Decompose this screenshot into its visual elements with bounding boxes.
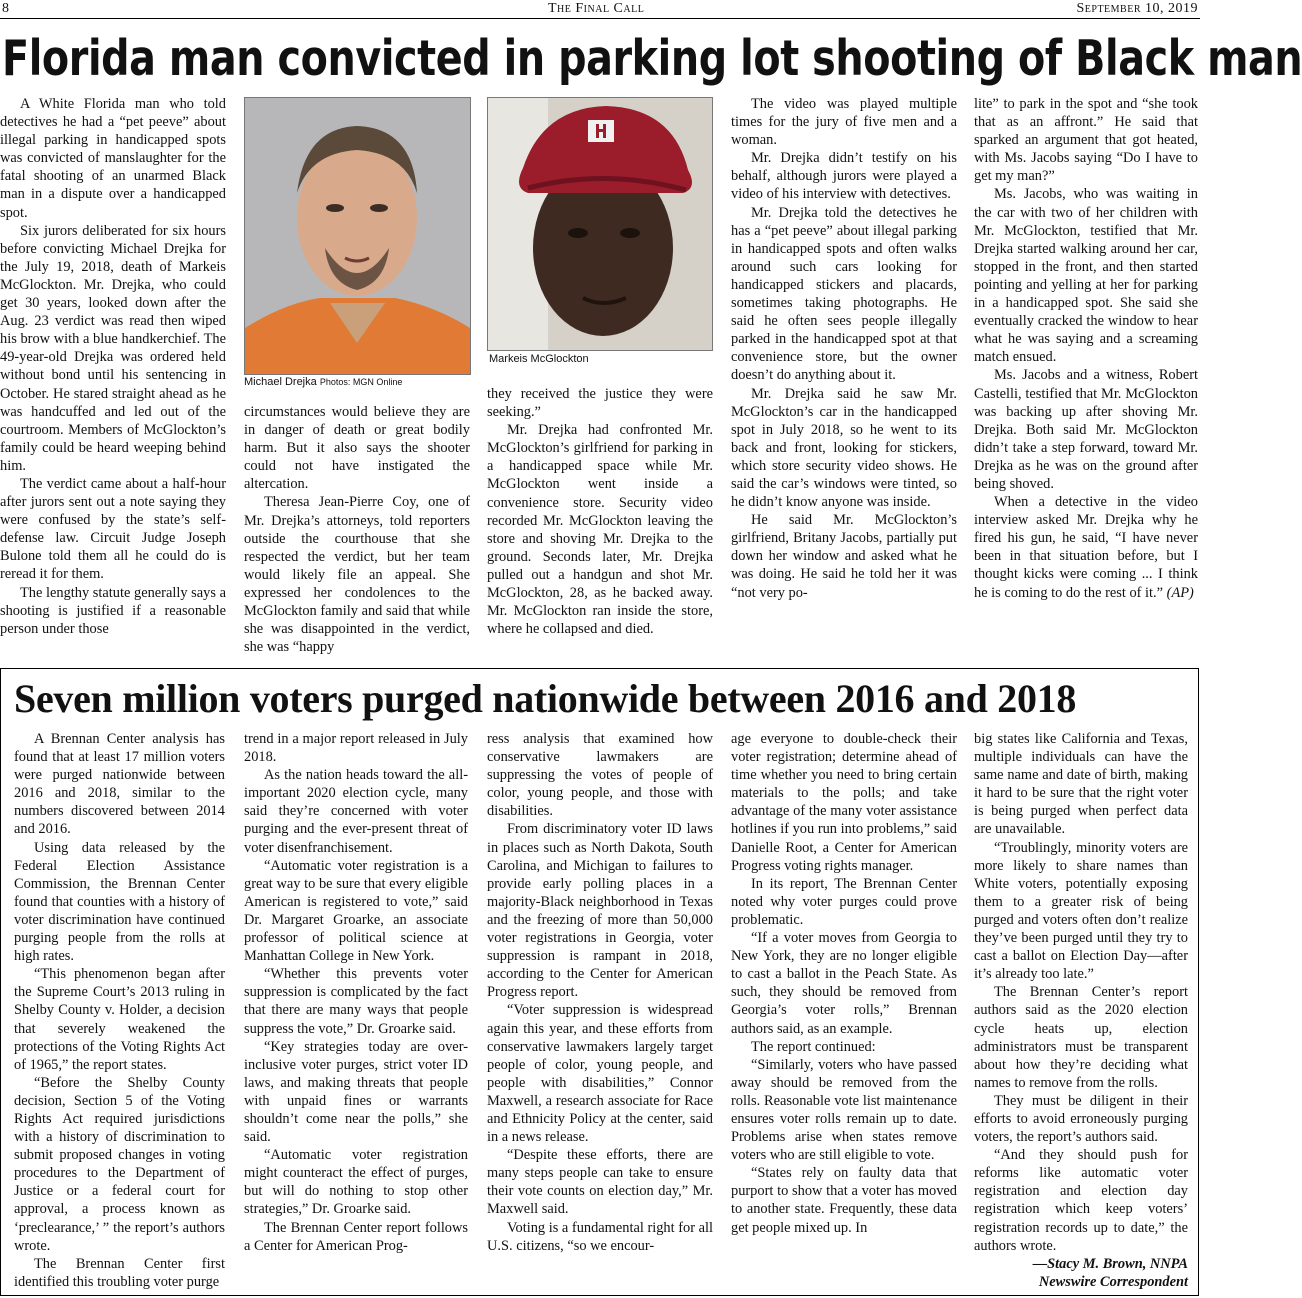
story1-headline: Florida man convicted in parking lot shooting of Black man xyxy=(2,30,1302,87)
story2-column-3 xyxy=(487,730,713,1290)
paragraph: The verdict came about a half-hour after jurors sent out a note saying they were confused by the state’s self-defense law. Circuit Judge Joseph Bulone told them all he could do is reread it for them. xyxy=(0,475,226,583)
paragraph: From discriminatory voter ID laws in places such as North Dakota, South Carolina, and Michigan to failures to provide early polling places in a majority-Black neighborhood in Texas and the freezing of more than 50,000 voter registrations in Georgia, voter suppression is rampant in 2018, according to the Center for American Progress report. xyxy=(487,821,713,1001)
story1-column-5 xyxy=(974,95,1198,655)
paragraph: “And they should push for reforms like automatic voter registration and election day registration which keep voters’ registration records up to date,” the authors wrote. xyxy=(974,1147,1188,1254)
story1-column-2 xyxy=(244,403,470,655)
story1-column-1 xyxy=(0,95,226,655)
paragraph: The lengthy statute generally says a shooting is justified if a reasonable person under those xyxy=(0,584,226,637)
paragraph: “Troublingly, minority voters are more likely to share names than White voters, potentially exposing them to a greater risk of being purged and voters often don’t realize they’ve been purged until they try to cast a ballot on Election Day—after it’s already too late.” xyxy=(974,839,1188,983)
paragraph: “If a voter moves from Georgia to New York, they are no longer eligible to cast a ballot in the Peach State. As such, they should be removed from Georgia’s voter rolls,” Brennan authors said, as an example. xyxy=(731,930,957,1037)
paragraph: Mr. Drejka had confronted Mr. McGlockton’s girlfriend for parking in a handicapped space while Mr. McGlockton went inside a convenience store. Security video recorded Mr. McGlockton leaving the store and shoving Mr. Drejka to the ground. Seconds later, Mr. Drejka pulled out a handgun and shot Mr. McGlockton, 28, as he backed away. Mr. McGlockton ran inside the store, where he collapsed and died. xyxy=(487,422,713,638)
paragraph xyxy=(974,493,1198,602)
paragraph: circumstances would believe they are in danger of death or great bodily harm. But it also says the shooter could not have instigated the altercation. xyxy=(244,404,470,493)
paragraph: age everyone to double-check their voter registration; determine ahead of time whether you need to bring certain materials to the polls; and take advantage of the many voter assistance hotlines if you run into problems,” said Danielle Root, a Center for American Progress voting rights manager. xyxy=(731,731,957,874)
michael-drejka-photo xyxy=(244,97,471,375)
story2-column-4 xyxy=(731,730,957,1290)
story1-column-3 xyxy=(487,385,713,655)
paragraph: Theresa Jean-Pierre Coy, one of Mr. Drejka’s attorneys, told reporters outside the courthouse that she respected the verdict, but her team would likely file an appeal. She expressed her condolences to the McGlockton family and said that while she was disappointed in the verdict, she was “happy xyxy=(244,494,470,656)
paragraph: they received the justice they were seeking.” xyxy=(487,386,713,421)
paragraph: Ms. Jacobs and a witness, Robert Castelli, testified that Mr. McGlockton was backing up after shoving Mr. Drejka. Both said Mr. McGlockton didn’t take a step forward, toward Mr. Drejka as he was on the ground after being shoved. xyxy=(974,367,1198,492)
paragraph: A Brennan Center analysis has found that at least 17 million voters were purged nationwide between 2016 and 2018, similar to the numbers discovered between 2014 and 2016. xyxy=(14,731,225,838)
story2-column-2 xyxy=(244,730,468,1290)
paragraph: “Similarly, voters who have passed away should be removed from the rolls. Reasonable vote list maintenance ensures voter rolls remain up to date. Problems arise when states remove voters who are still eligible to vote. xyxy=(731,1056,957,1164)
paragraph: The Brennan Center first identified this troubling voter purge xyxy=(14,1255,225,1290)
paragraph: “Key strategies today are over-inclusive voter purges, strict voter ID laws, and making threats that people with unpaid fines or warrants shouldn’t come near the polls,” she said. xyxy=(244,1038,468,1146)
story2-headline: Seven million voters purged nationwide between 2016 and 2018 xyxy=(14,676,1077,721)
photo1-caption xyxy=(244,376,402,388)
paragraph: “Despite these efforts, there are many steps people can take to ensure their vote counts on election day,” Mr. Maxwell said. xyxy=(487,1147,713,1218)
paragraph: “Before the Shelby County decision, Section 5 of the Voting Rights Act required jurisdictions with a history of discrimination to submit proposed changes in voting procedures to the Department of Justice or a federal court for approval, a process known as ‘preclearance,’ ” the report’s authors wrote. xyxy=(14,1074,225,1254)
paragraph: They must be diligent in their efforts to avoid erroneously purging voters, the report’s authors said. xyxy=(974,1092,1188,1146)
paragraph: trend in a major report released in July 2018. xyxy=(244,731,468,766)
paragraph: ress analysis that examined how conservative lawmakers are suppressing the votes of people of color, young people, and those with disabilities. xyxy=(487,731,713,820)
portrait-illustration xyxy=(488,98,712,350)
paragraph: As the nation heads toward the all-important 2020 election cycle, many said they’re concerned with voter purging and the ever-present threat of voter disenfranchisement. xyxy=(244,767,468,856)
markeis-mcglockton-photo xyxy=(487,97,713,351)
paper-name: The Final Call xyxy=(548,1,645,16)
story2-column-1 xyxy=(14,730,225,1290)
caption-name: Michael Drejka xyxy=(244,376,317,388)
photo2-caption: Markeis McGlockton xyxy=(489,353,589,365)
paragraph: The Brennan Center’s report authors said as the 2020 election cycle heats up, election administrators must be transparent about how they’re deciding what names to remove from the rolls. xyxy=(974,984,1188,1091)
paragraph: “Automatic voter registration is a great way to be sure that every eligible American is registered to vote,” said Dr. Margaret Groarke, an associate professor of political science at Manhattan College in New York. xyxy=(244,857,468,965)
paragraph: The video was played multiple times for the jury of five men and a woman. xyxy=(731,96,957,149)
paragraph: Mr. Drejka didn’t testify on his behalf, although jurors were played a video of his interview with detectives. xyxy=(731,150,957,203)
paragraph: Mr. Drejka told the detectives he has a “pet peeve” about illegal parking in handicapped spots and often walks around such cars looking for handicapped stickers and placards, sometimes taking photographs. He said he often sees people illegally parked in the handicapped spot at that convenience store, but the owner doesn’t do anything about it. xyxy=(731,204,957,384)
story1-column-4 xyxy=(731,95,957,655)
paragraph: Six jurors deliberated for six hours before convicting Michael Drejka for the July 19, 2018, death of Markeis McGlockton. Mr. Drejka, who could get 30 years, looked down after the Aug. 23 verdict was read then wiped his brow with a blue handkerchief. The 49-year-old Drejka was ordered held without bond until his sentencing in October. He stared straight ahead as he was handcuffed and led out of the courtroom. Members of McGlockton’s family could be heard weeping behind him. xyxy=(0,222,226,474)
folio xyxy=(0,0,1200,19)
paragraph: Ms. Jacobs, who was waiting in the car with two of her children with Mr. McGlockton, testified that Mr. Drejka started walking around her car, stopped in the front, and then started pointing and yelling at her for parking in a handicapped spot. She said she eventually cracked the window to hear what he was saying and a screaming match ensued. xyxy=(974,186,1198,366)
paragraph: A White Florida man who told detectives he had a “pet peeve” about illegal parking in handicapped spots was convicted of manslaughter for the fatal shooting of an unarmed Black man in a dispute over a handicapped spot. xyxy=(0,96,226,221)
paragraph-text: When a detective in the video interview asked Mr. Drejka why he fired his gun, he said, “I have never been in that situation before, but I thought kicks were coming ... I think he is coming to do the rest of it.” xyxy=(974,494,1198,601)
paragraph: Mr. Drejka said he saw Mr. McGlockton’s car in the handicapped spot in July 2018, so he went to its back and front, looking for stickers, which store security video shows. He said the car’s windows were tinted, so he didn’t know anyone was inside. xyxy=(731,385,957,511)
paragraph: The Brennan Center report follows a Center for American Prog- xyxy=(244,1219,468,1254)
paragraph: “Automatic voter registration might counteract the effect of purges, but will do nothing to stop other strategies,” Dr. Groarke said. xyxy=(244,1147,468,1218)
paragraph: Voting is a fundamental right for all U.S. citizens, “so we encour- xyxy=(487,1219,713,1254)
paragraph: The report continued: xyxy=(751,1038,876,1055)
wire-credit: (AP) xyxy=(1166,584,1194,601)
paragraph: big states like California and Texas, multiple individuals can have the same name and date of birth, making it hard to be sure that the right voter is being purged when perfect data are unavailable. xyxy=(974,731,1188,838)
paragraph: “Voter suppression is widespread again this year, and these efforts from conservative lawmakers largely target people of color, young people, and people with disabilities,” Connor Maxwell, a research associate for Race and Ethnicity Policy at the center, said in a news release. xyxy=(487,1002,713,1146)
paragraph: “Whether this prevents voter suppression is complicated by the fact that there are many ways that people suppress the vote,” Dr. Groarke said. xyxy=(244,966,468,1037)
story2-column-5 xyxy=(974,730,1188,1290)
mugshot-illustration xyxy=(245,98,470,374)
byline: —Stacy M. Brown, NNPA Newswire Correspondent xyxy=(1032,1255,1188,1290)
paragraph: lite” to park in the spot and “she took that as an affront.” He said that sparked an argument that got heated, with Ms. Jacobs saying “Do I have to get my man?” xyxy=(974,96,1198,185)
issue-date: September 10, 2019 xyxy=(1076,1,1198,16)
paragraph: In its report, The Brennan Center noted why voter purges could prove problematic. xyxy=(731,875,957,928)
paragraph: “States rely on faulty data that purport to show that a voter has moved to another state. Frequently, these data get people mixed up. In xyxy=(731,1165,957,1236)
paragraph: He said Mr. McGlockton’s girlfriend, Britany Jacobs, partially put down her window and asked what he was doing. He said he told her it was “not very po- xyxy=(731,512,957,601)
paragraph: Using data released by the Federal Election Assistance Commission, the Brennan Center found that counties with a history of voter discrimination have continued purging people from the rolls at high rates. xyxy=(14,839,225,965)
paragraph: “This phenomenon began after the Supreme Court’s 2013 ruling in Shelby County v. Holder, a decision that severely weakened the protections of the Voting Rights Act of 1965,” the report states. xyxy=(14,966,225,1073)
page-number: 8 xyxy=(2,1,10,16)
photo-credit: Photos: MGN Online xyxy=(319,377,403,387)
